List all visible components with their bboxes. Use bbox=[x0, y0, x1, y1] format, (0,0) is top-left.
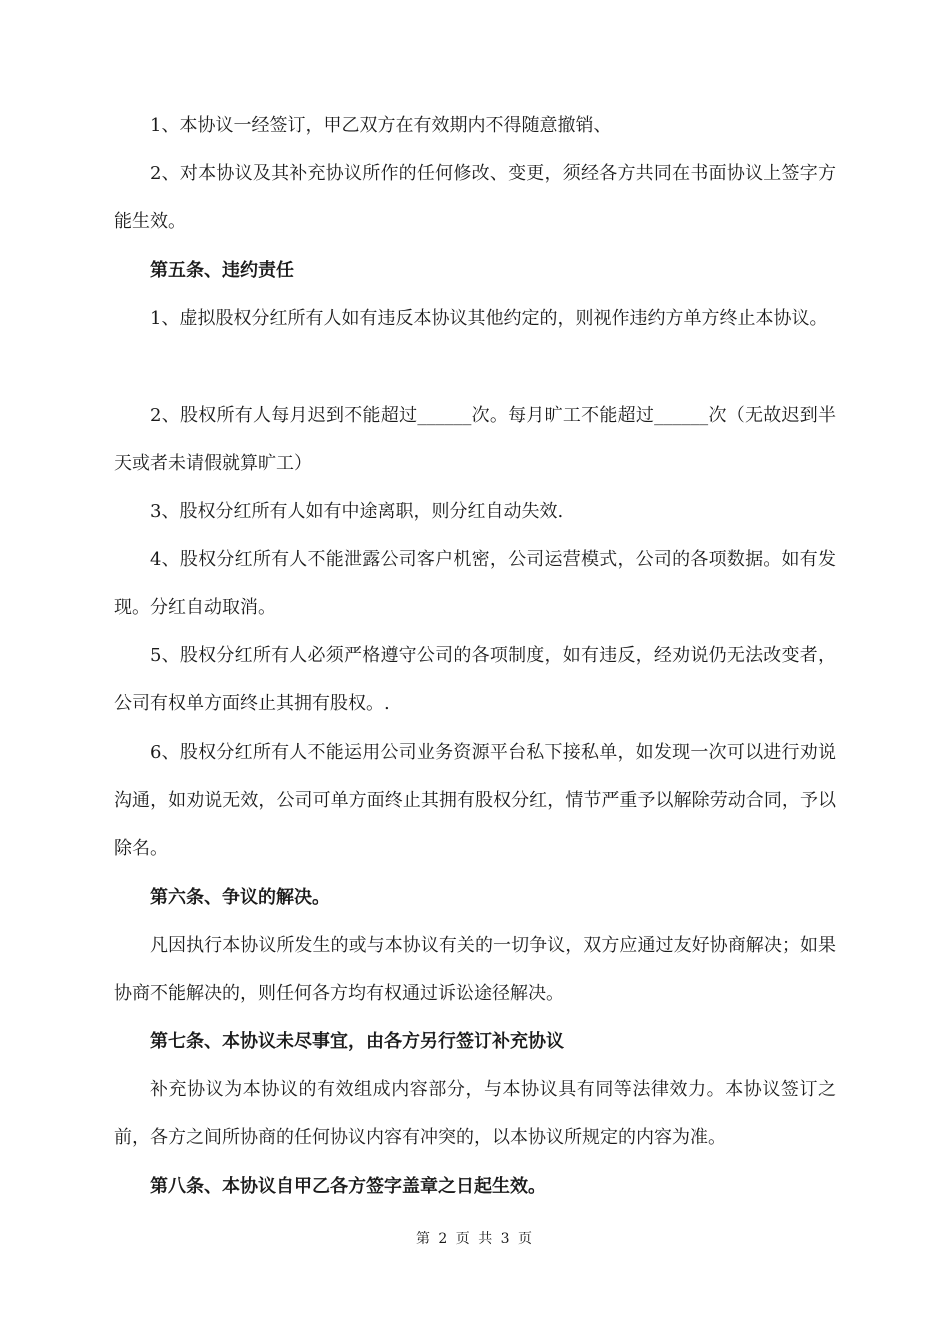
clause-6-heading: 第六条、争议的解决。 bbox=[150, 887, 330, 908]
clause-6-body: 凡因执行本协议所发生的或与本协议有关的一切争议，双方应通过友好协商解决；如果协商不能解决的，则任何各方均有权通过诉讼途径解决。 bbox=[114, 935, 836, 1004]
clause-5-item-1: 1、虚拟股权分红所有人如有违反本协议其他约定的，则视作违约方单方终止本协议。 bbox=[150, 308, 828, 329]
clause-5-item-3: 3、股权分红所有人如有中途离职，则分红自动失效. bbox=[150, 501, 564, 522]
clause-4-item-1: 1、本协议一经签订，甲乙双方在有效期内不得随意撤销、 bbox=[150, 115, 612, 136]
clause-8-heading: 第八条、本协议自甲乙各方签字盖章之日起生效。 bbox=[150, 1176, 546, 1197]
clause-5-heading: 第五条、违约责任 bbox=[150, 260, 294, 281]
page-number-footer: 第 2 页 共 3 页 bbox=[415, 1231, 535, 1247]
clause-5-item-4: 4、股权分红所有人不能泄露公司客户机密，公司运营模式，公司的各项数据。如有发现。分红自动取消。 bbox=[114, 549, 836, 618]
clause-5-item-2: 2、股权所有人每月迟到不能超过______次。每月旷工不能超过______次（无故迟到半天或者未请假就算旷工） bbox=[114, 405, 836, 474]
clause-7-body: 补充协议为本协议的有效组成内容部分，与本协议具有同等法律效力。本协议签订之前，各方之间所协商的任何协议内容有冲突的，以本协议所规定的内容为准。 bbox=[114, 1079, 836, 1148]
clause-4-item-2: 2、对本协议及其补充协议所作的任何修改、变更，须经各方共同在书面协议上签字方能生效。 bbox=[114, 163, 836, 232]
clause-5-item-6: 6、股权分红所有人不能运用公司业务资源平台私下接私单，如发现一次可以进行劝说沟通，如劝说无效，公司可单方面终止其拥有股权分红，情节严重予以解除劳动合同，予以除名。 bbox=[114, 742, 836, 859]
clause-5-item-5: 5、股权分红所有人必须严格遵守公司的各项制度，如有违反，经劝说仍无法改变者，公司有权单方面终止其拥有股权。. bbox=[114, 645, 836, 714]
clause-7-heading: 第七条、本协议未尽事宜，由各方另行签订补充协议 bbox=[150, 1031, 564, 1052]
